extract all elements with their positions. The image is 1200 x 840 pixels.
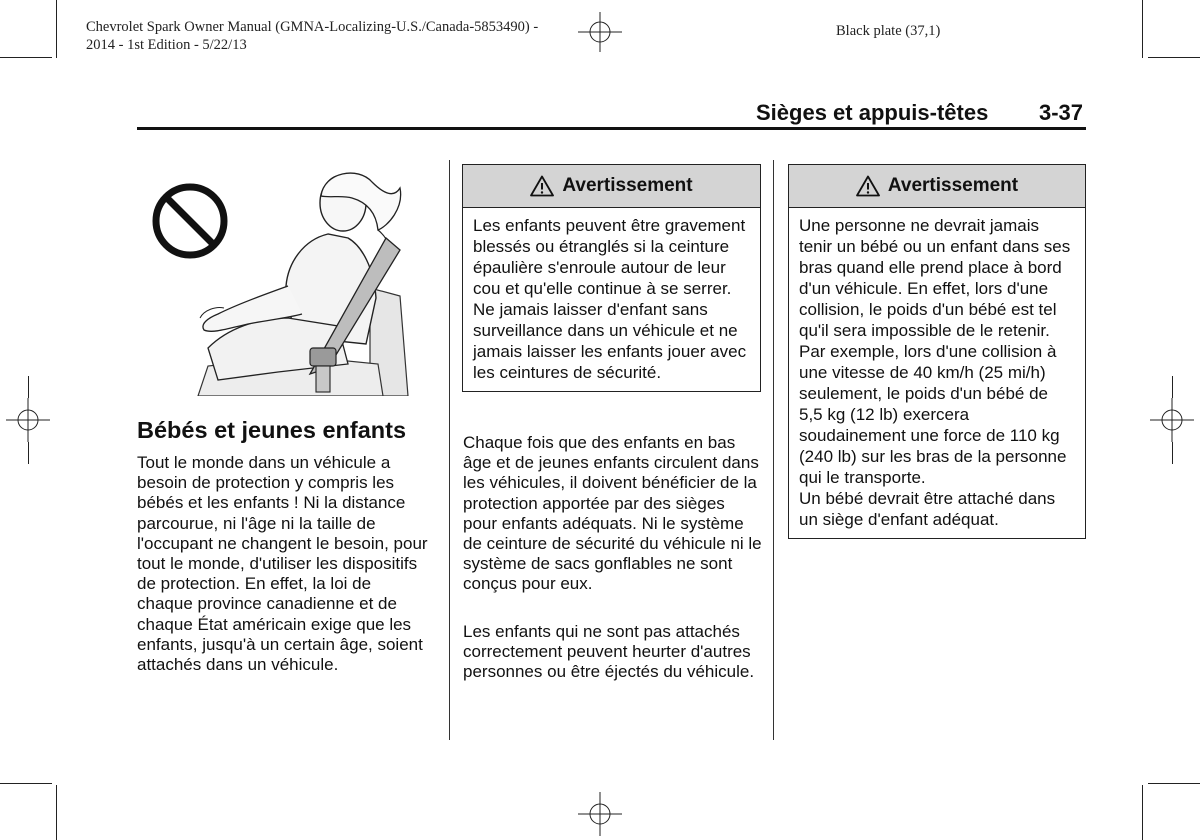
- section-heading: Bébés et jeunes enfants: [137, 417, 407, 443]
- crop-mark: [56, 785, 57, 840]
- child-seat-paragraph: Chaque fois que des enfants en bas âge et de jeunes enfants circulent dans les véhicules, il doivent bénéficier de la protection apportée par des sièges pour enfants adéquats. Ni le système de ceinture de sécurité du véhicule ni le système de sacs gonflables ne sont conçus pour eux.: [463, 433, 762, 594]
- manual-info-line1: Chevrolet Spark Owner Manual (GMNA-Localizing-U.S./Canada-5853490) -: [86, 19, 539, 35]
- registration-mark-icon: [1150, 398, 1194, 442]
- warning-box-strangulation: [462, 164, 761, 392]
- warning-triangle-icon: [856, 175, 880, 197]
- side-tick: [28, 442, 29, 464]
- crop-mark: [56, 0, 57, 58]
- side-tick: [1172, 442, 1173, 464]
- warning-triangle-icon: [530, 175, 554, 197]
- warning-title: Avertissement: [562, 175, 693, 196]
- crop-mark: [1142, 785, 1143, 840]
- crop-mark: [1142, 0, 1143, 58]
- registration-mark-icon: [578, 12, 622, 52]
- prohibition-icon: [156, 187, 224, 255]
- registration-mark-icon: [6, 398, 50, 442]
- warning-header: [463, 165, 760, 208]
- column-divider: [773, 160, 774, 740]
- crop-mark: [0, 783, 52, 784]
- registration-mark-icon: [578, 792, 622, 836]
- crop-mark: [1148, 783, 1200, 784]
- header-rule: [137, 127, 1086, 130]
- warning-box-holding-baby: [788, 164, 1086, 539]
- section-title: Sièges et appuis-têtes: [756, 100, 989, 125]
- warning-text-body: [789, 208, 1085, 538]
- child-seatbelt-illustration: [138, 168, 410, 396]
- ejection-paragraph: Les enfants qui ne sont pas attachés correctement peuvent heurter d'autres personnes ou être éjectés du véhicule.: [463, 622, 755, 682]
- plate-label: Black plate (37,1): [836, 23, 941, 39]
- manual-info-line2: 2014 - 1st Edition - 5/22/13: [86, 37, 247, 53]
- warning-text: Les enfants peuvent être gravement blessés ou étranglés si la ceinture épaulière s'enroule autour de leur cou et qu'elle continue à se serrer. Ne jamais laisser d'enfant sans surveillance dans un véhicule et ne jamais laisser les enfants jouer avec les ceintures de sécurité.: [473, 216, 747, 382]
- crop-mark: [1148, 57, 1200, 58]
- intro-paragraph: Tout le monde dans un véhicule a besoin de protection y compris les bébés et les enfants ! Ni la distance parcourue, ni l'âge ni la taille de l'occupant ne changent le besoin, pour tout le monde, d'utiliser les dispositifs de protection. En effet, la loi de chaque province canadienne et de chaque État américain exige que les enfants, jusqu'à un certain âge, soient attachés dans un véhicule.: [137, 453, 428, 675]
- warning-title: Avertissement: [887, 175, 1019, 196]
- page-number: 3-37: [1039, 100, 1084, 125]
- side-tick: [1172, 376, 1173, 398]
- crop-mark: [0, 57, 52, 58]
- side-tick: [28, 376, 29, 398]
- column-divider: [449, 160, 450, 740]
- warning-text: Une personne ne devrait jamais tenir un bébé ou un enfant dans ses bras quand elle prend place à bord d'un véhicule. En effet, lors d'une collision, le poids d'un bébé est tel qu'il sera impossible de le retenir. Par exemple, lors d'une collision à une vitesse de 40 km/h (25 mi/h) seulement, le poids d'un bébé de 5,5 kg (12 lb) exercera soudainement une force de 110 kg (240 lb) sur les bras de la personne qui le transporte.: [799, 216, 1071, 487]
- warning-text: Un bébé devrait être attaché dans un siège d'enfant adéquat.: [799, 489, 1056, 529]
- warning-header: [789, 165, 1085, 208]
